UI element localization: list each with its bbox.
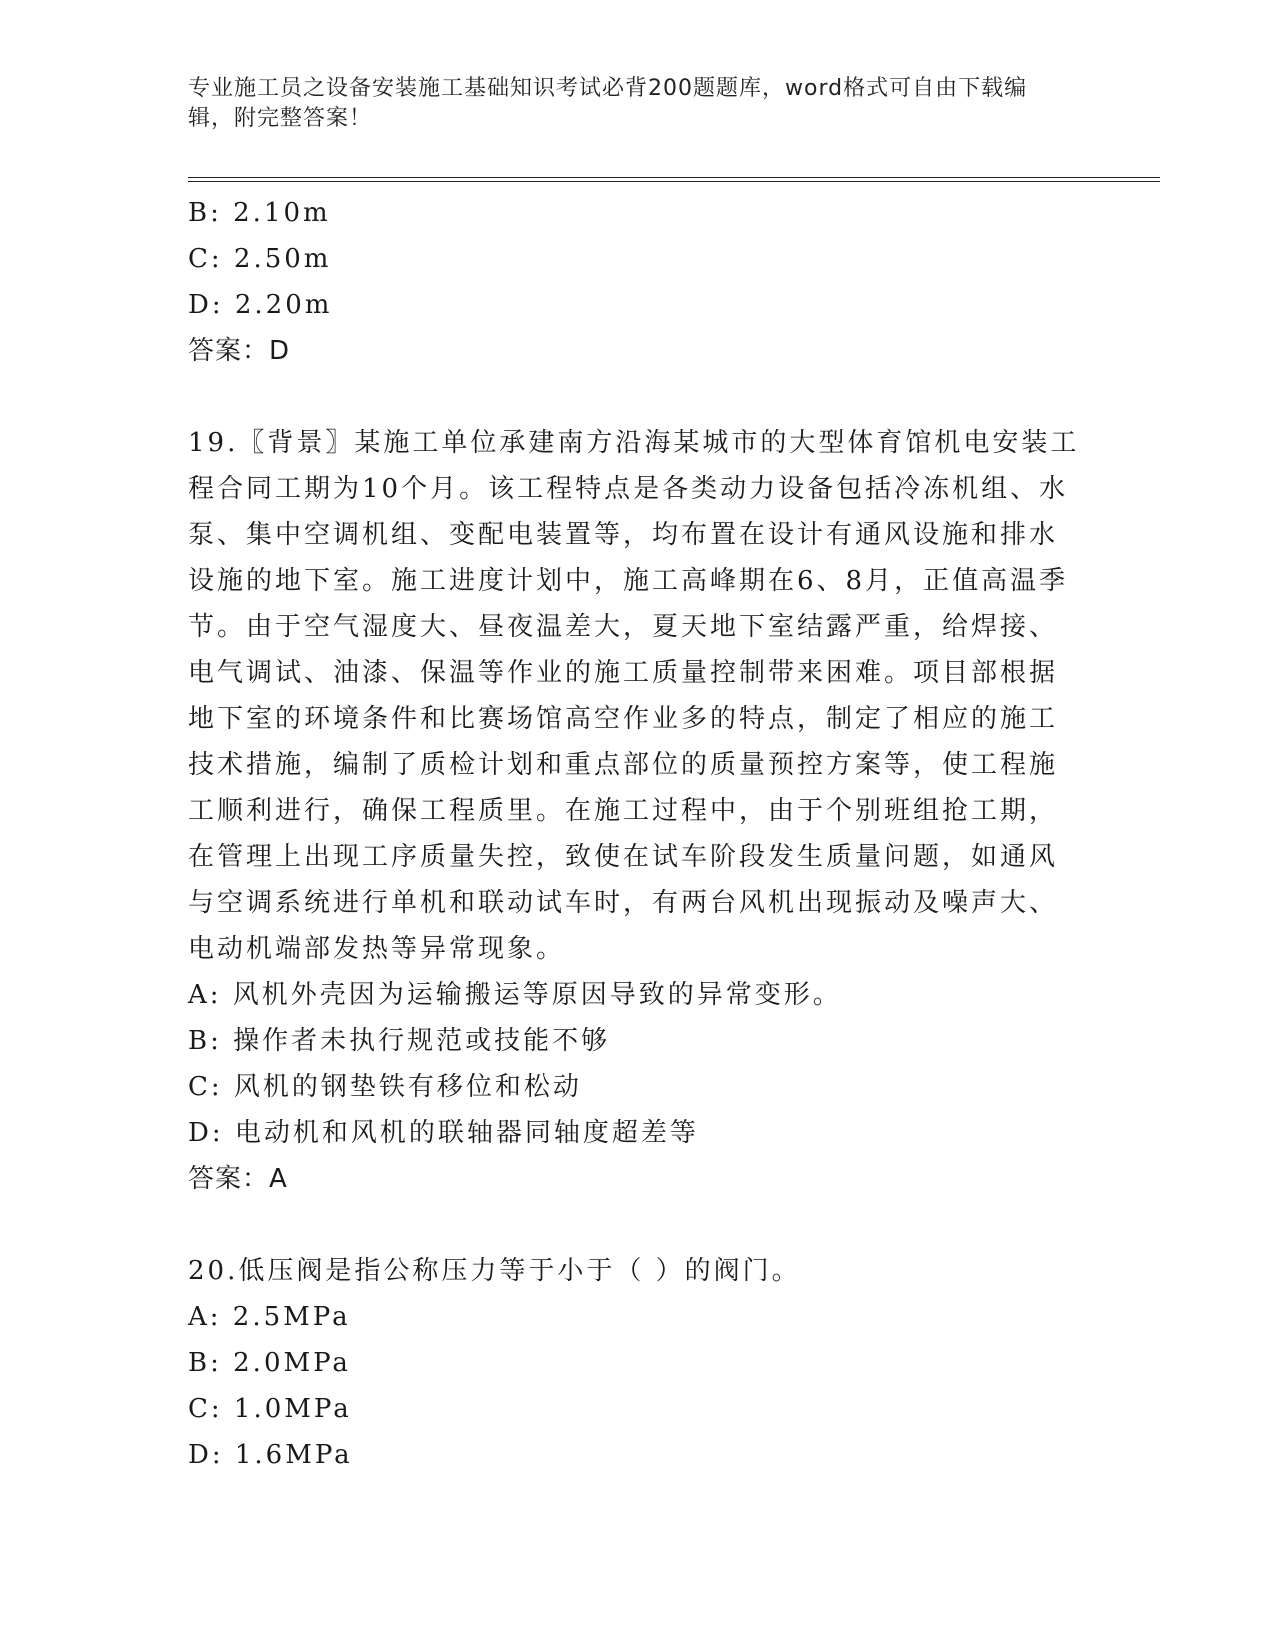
question-20-block: [188, 1248, 1088, 1478]
q19-stem-line: 程合同工期为10个月。该工程特点是各类动力设备包括冷冻机组、水: [188, 474, 1069, 504]
q19-stem-line: 节。由于空气湿度大、昼夜温差大，夏天地下室结露严重，给焊接、: [188, 612, 1059, 642]
header-divider: [188, 177, 1160, 182]
q19-stem-line: 电动机端部发热等异常现象。: [188, 934, 566, 964]
q19-stem-line: 泵、集中空调机组、变配电装置等，均布置在设计有通风设施和排水: [188, 520, 1059, 550]
q18-option-c: C: 2.50m: [188, 244, 332, 274]
q19-stem-line: 19.〖背景〗某施工单位承建南方沿海某城市的大型体育馆机电安装工: [188, 428, 1080, 458]
q19-stem-line: 与空调系统进行单机和联动试车时，有两台风机出现振动及噪声大、: [188, 888, 1059, 918]
q19-stem-line: 地下室的环境条件和比赛场馆高空作业多的特点，制定了相应的施工: [188, 704, 1059, 734]
q20-stem: 20.低压阀是指公称压力等于小于（ ）的阀门。: [188, 1256, 801, 1286]
q20-option-d: D: 1.6MPa: [188, 1440, 353, 1470]
q18-option-d: D: 2.20m: [188, 290, 333, 320]
q18-option-b: B: 2.10m: [188, 198, 331, 228]
q20-option-a: A: 2.5MPa: [188, 1302, 351, 1332]
q19-stem: [188, 420, 1088, 972]
q19-option-c: C: 风机的钢垫铁有移位和松动: [188, 1072, 582, 1102]
q19-stem-line: 工顺利进行，确保工程质里。在施工过程中，由于个别班组抢工期，: [188, 796, 1059, 826]
page-header-title: 专业施工员之设备安装施工基础知识考试必背200题题库，word格式可自由下载编辑，附完整答案！: [188, 76, 1028, 131]
q19-stem-line: 在管理上出现工序质量失控，致使在试车阶段发生质量问题，如通风: [188, 842, 1059, 872]
q19-stem-line: 技术措施，编制了质检计划和重点部位的质量预控方案等，使工程施: [188, 750, 1059, 780]
q19-option-a: A: 风机外壳因为运输搬运等原因导致的异常变形。: [188, 980, 842, 1010]
q20-option-c: C: 1.0MPa: [188, 1394, 352, 1424]
question-18-block: [188, 190, 1088, 374]
q19-answer: 答案：A: [188, 1164, 288, 1194]
question-content: [188, 190, 1088, 1478]
spacer: [188, 374, 1088, 420]
q19-stem-line: 电气调试、油漆、保温等作业的施工质量控制带来困难。项目部根据: [188, 658, 1059, 688]
q18-answer: 答案：D: [188, 336, 291, 366]
q20-option-b: B: 2.0MPa: [188, 1348, 351, 1378]
q19-stem-line: 设施的地下室。施工进度计划中，施工高峰期在6、8月，正值高温季: [188, 566, 1069, 596]
spacer: [188, 1202, 1088, 1248]
q19-option-b: B: 操作者未执行规范或技能不够: [188, 1026, 611, 1056]
question-19-block: [188, 420, 1088, 1202]
q19-option-d: D: 电动机和风机的联轴器同轴度超差等: [188, 1118, 699, 1148]
